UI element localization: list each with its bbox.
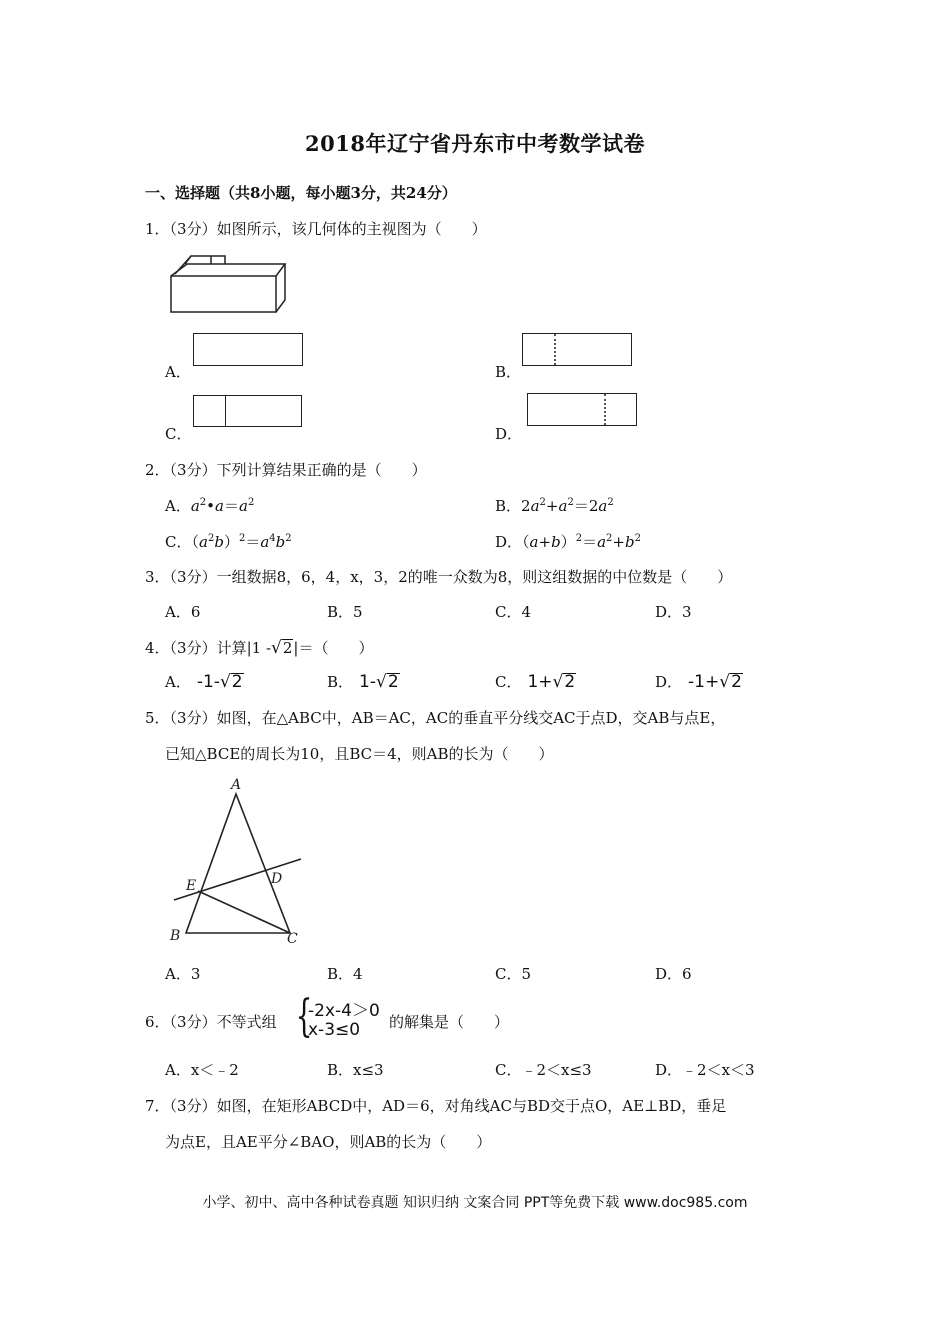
question-5-stem-line-1: 5．（3分）如图，在△ABC中，AB＝AC，AC的垂直平分线交AC于点D，交AB与点E， xyxy=(145,709,726,727)
q6-option-a[interactable]: A．x＜﹣2 xyxy=(165,1061,239,1079)
point-e-label: E xyxy=(186,878,197,894)
q1-solid-figure xyxy=(165,250,290,318)
section-heading: 一、选择题（共8小题，每小题3分，共24分） xyxy=(145,184,457,202)
q1-option-b-view[interactable] xyxy=(522,333,632,366)
question-2-stem: 2．（3分）下列计算结果正确的是（ ） xyxy=(145,461,427,479)
question-3-stem: 3．（3分）一组数据8，6，4，x，3，2的唯一众数为8，则这组数据的中位数是（ ） xyxy=(145,568,733,586)
q5-option-d[interactable]: D．6 xyxy=(655,965,692,983)
q4-stem-prefix: 4．（3分）计算|1 - xyxy=(145,639,272,657)
q3-option-d[interactable]: D．3 xyxy=(655,603,692,621)
q4-option-b-radicand: 2 xyxy=(387,672,399,692)
q4-option-a[interactable]: A． -1-√2 xyxy=(165,672,243,692)
point-b-label: B xyxy=(170,928,181,944)
q4-option-d-label: D． xyxy=(655,673,683,691)
q2-option-d[interactable]: D．$(a+b)^2=a^2+b^2$ xyxy=(495,533,641,551)
q6-inequality-system xyxy=(294,993,390,1045)
q4-option-b-label: B． xyxy=(327,673,354,691)
point-d-label: D xyxy=(271,871,283,887)
q6-option-c[interactable]: C．﹣2＜x≤3 xyxy=(495,1061,592,1079)
hidden-edge-line xyxy=(604,394,606,425)
q4-option-c-value: 1+ xyxy=(527,672,553,692)
q4-option-a-label: A． xyxy=(165,673,191,691)
visible-edge-line xyxy=(225,396,226,426)
q2-option-d-label: D． xyxy=(495,533,523,551)
q2-option-b-label: B． xyxy=(495,497,522,515)
q1-option-d-view[interactable] xyxy=(527,393,637,426)
q4-option-b[interactable]: B． 1-√2 xyxy=(327,672,399,692)
point-a-label: A xyxy=(231,777,242,793)
q5-option-c[interactable]: C．5 xyxy=(495,965,532,983)
q2-option-c-label: C． xyxy=(165,533,192,551)
q6-option-b[interactable]: B．x≤3 xyxy=(327,1061,384,1079)
q4-option-a-value: -1- xyxy=(196,672,220,692)
q2-option-c[interactable]: C．$(a^2b)^2=a^4b^2$ xyxy=(165,533,292,551)
q4-option-c-radicand: 2 xyxy=(564,672,576,692)
q6-inequality-2: x-3≤0 xyxy=(308,1020,361,1040)
q2-option-a-label: A． xyxy=(165,497,191,515)
question-7-stem-line-1: 7．（3分）如图，在矩形ABCD中，AD＝6，对角线AC与BD交于点O，AE⊥BD，垂足 xyxy=(145,1097,727,1115)
page-footer: 小学、初中、高中各种试卷真题 知识归纳 文案合同 PPT等免费下载 www.doc985.com xyxy=(202,1195,748,1211)
q4-option-b-value: 1- xyxy=(359,672,376,692)
q3-option-c[interactable]: C．4 xyxy=(495,603,532,621)
q4-option-a-radicand: 2 xyxy=(231,672,243,692)
q1-option-a-view[interactable] xyxy=(193,333,303,366)
q4-stem-suffix: |＝（ ） xyxy=(293,639,374,657)
q4-option-c-label: C． xyxy=(495,673,522,691)
brace-symbol: { xyxy=(295,991,313,1042)
question-1-stem: 1．（3分）如图所示，该几何体的主视图为（ ） xyxy=(145,220,487,238)
q4-option-d-radicand: 2 xyxy=(731,672,742,692)
q5-option-a[interactable]: A．3 xyxy=(165,965,201,983)
q4-stem-radicand: 2 xyxy=(282,639,293,657)
question-7-stem-line-2: 为点E，且AE平分∠BAO，则AB的长为（ ） xyxy=(165,1133,492,1151)
q2-option-a[interactable]: A．$a^2•a=a^2$ xyxy=(165,497,255,515)
q4-option-c[interactable]: C． 1+√2 xyxy=(495,672,576,692)
hidden-edge-line xyxy=(554,334,556,365)
q2-option-b[interactable]: B．$2a^2+a^2=2a^2$ xyxy=(495,497,614,515)
point-c-label: C xyxy=(287,931,298,947)
q4-option-d-value: -1+ xyxy=(688,672,720,692)
question-5-stem-line-2: 已知△BCE的周长为10，且BC＝4，则AB的长为（ ） xyxy=(165,745,554,763)
q1-option-c-view[interactable] xyxy=(193,395,302,427)
question-6-stem-suffix: 的解集是（ ） xyxy=(389,1013,510,1031)
q1-option-d-label[interactable]: D． xyxy=(495,425,523,443)
q3-option-a[interactable]: A．6 xyxy=(165,603,201,621)
q6-inequality-1: -2x-4＞0 xyxy=(308,1001,380,1021)
page-title: 2018年辽宁省丹东市中考数学试卷 xyxy=(305,131,645,156)
q5-option-b[interactable]: B．4 xyxy=(327,965,363,983)
q4-option-d[interactable]: D． -1+√2 xyxy=(655,672,742,692)
q3-option-b[interactable]: B．5 xyxy=(327,603,363,621)
q5-triangle-figure xyxy=(160,772,310,947)
q1-option-c-label[interactable]: C． xyxy=(165,425,192,443)
q6-option-d[interactable]: D．﹣2＜x＜3 xyxy=(655,1061,755,1079)
question-4-stem xyxy=(145,637,373,658)
sqrt-symbol: √ xyxy=(271,638,282,658)
question-6-stem-prefix: 6．（3分）不等式组 xyxy=(145,1013,277,1031)
q1-option-b-label[interactable]: B． xyxy=(495,363,522,381)
q1-option-a-label[interactable]: A． xyxy=(165,363,191,381)
